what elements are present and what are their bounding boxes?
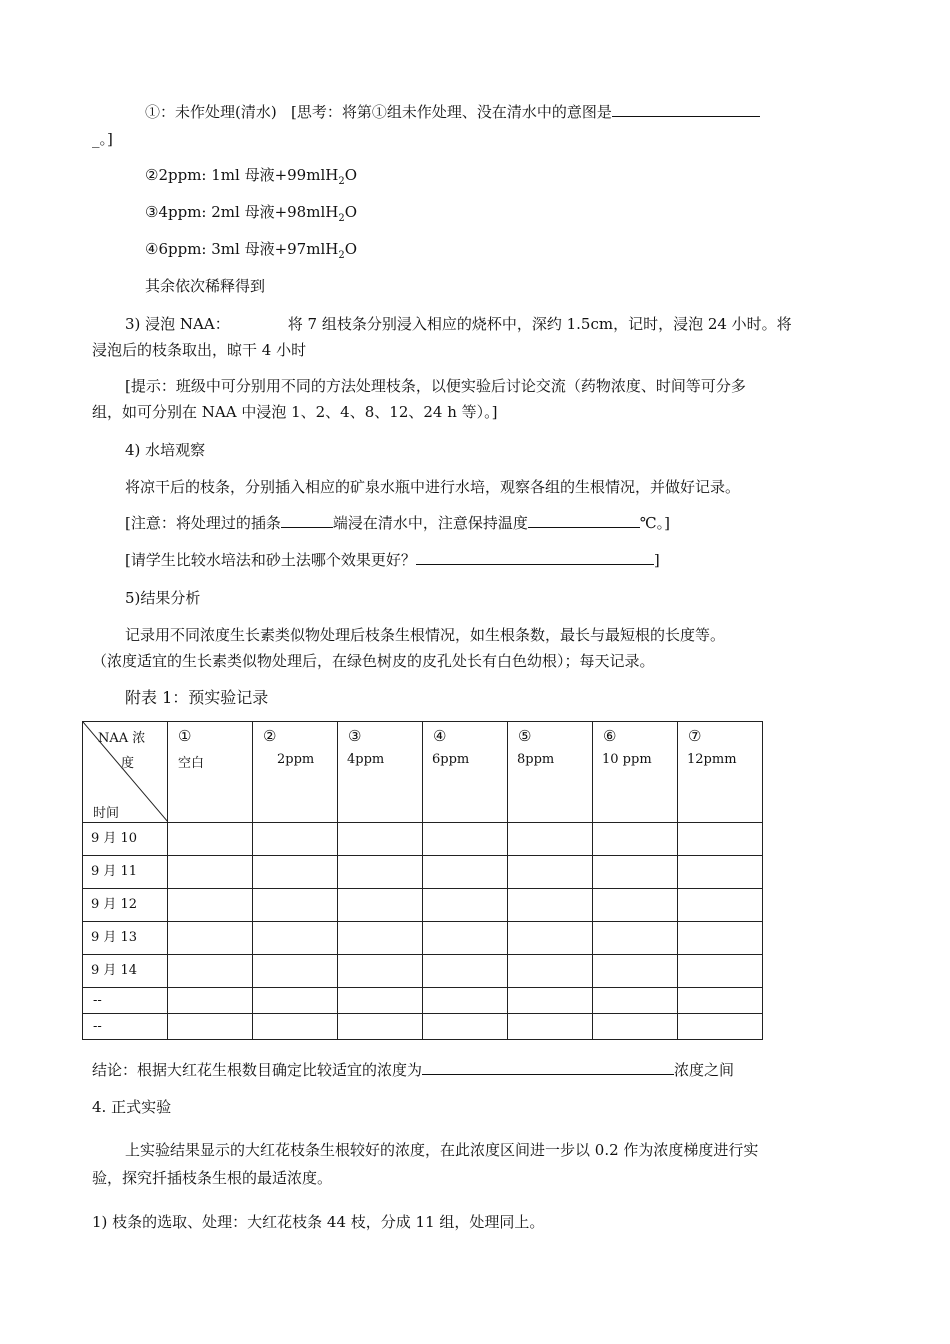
answer-blank-concentration[interactable] [422, 1060, 674, 1075]
row-date: -- [83, 1014, 168, 1040]
table-row [83, 955, 763, 988]
corner-label-concentration: NAA 浓 [98, 731, 146, 746]
hint-line-2: 组，如可分别在 NAA 中浸泡 1、2、4、8、12、24 h 等）。] [92, 403, 498, 421]
step-4-heading: 4) 水培观察 [125, 441, 206, 459]
table-row [83, 856, 763, 889]
table-caption: 附表 1：预实验记录 [125, 688, 269, 707]
row-date: 9 月 14 [83, 955, 168, 988]
corner-label-concentration-2: 度 [121, 756, 135, 771]
formal-text-1: 上实验结果显示的大红花枝条生根较好的浓度，在此浓度区间进一步以 0.2 作为浓度梯度进行实 [125, 1141, 759, 1159]
column-header: ⑤ 8ppm [508, 722, 593, 823]
formal-item-1: 1) 枝条的选取、处理：大红花枝条 44 枝，分成 11 组，处理同上。 [92, 1213, 545, 1231]
step-4-text: 将凉干后的枝条，分别插入相应的矿泉水瓶中进行水培，观察各组的生根情况，并做好记录。 [125, 478, 741, 496]
column-header: ② 2ppm [253, 722, 338, 823]
table-header-row [83, 722, 763, 823]
table-corner-cell [83, 722, 168, 823]
corner-label-time: 时间 [93, 806, 120, 821]
table-row [83, 988, 763, 1014]
column-header: ⑥ 10 ppm [593, 722, 678, 823]
column-header: ③ 4ppm [338, 722, 423, 823]
table-row [83, 922, 763, 955]
think-prompt-end: _。] [92, 130, 113, 148]
answer-blank-temperature[interactable] [528, 513, 640, 528]
column-header: ① 空白 [168, 722, 253, 823]
table-row [83, 889, 763, 922]
table-row [83, 823, 763, 856]
table-row [83, 1014, 763, 1040]
formal-text-2: 验，探究扦插枝条生根的最适浓度。 [92, 1169, 333, 1187]
item-3-line: ③4ppm: 2ml 母液+98mlH$_2$O [145, 203, 358, 224]
step-5-heading: 5)结果分析 [125, 589, 201, 607]
item-1-text: ①：未作处理(清水) [145, 103, 277, 121]
rest-dilution-text: 其余依次稀释得到 [145, 277, 266, 295]
row-date: 9 月 12 [83, 889, 168, 922]
row-date: 9 月 13 [83, 922, 168, 955]
item-2-line: ②2ppm: 1ml 母液+99mlH$_2$O [145, 166, 358, 187]
step-5-text-2: （浓度适宜的生长素类似物处理后，在绿色树皮的皮孔处长有白色幼根）；每天记录。 [92, 652, 655, 670]
step-3-line-2: 浸泡后的枝条取出，晾干 4 小时 [92, 341, 307, 359]
step-3-line-1: 3) 浸泡 NAA： 将 7 组枝条分别浸入相应的烧杯中，深约 1.5cm，记时，浸泡 24 小时。将 [125, 315, 792, 333]
item-1-line [145, 102, 760, 122]
item-4-line: ④6ppm: 3ml 母液+97mlH$_2$O [145, 240, 358, 261]
step-5-text-1: 记录用不同浓度生长素类似物处理后枝条生根情况，如生根条数，最长与最短根的长度等。 [125, 626, 726, 644]
note-line: [注意：将处理过的插条 端浸在清水中，注意保持温度 ℃。] [125, 514, 671, 532]
compare-question-line: [请学生比较水培法和砂土法哪个效果更好？ ] [125, 551, 660, 569]
column-header: ④ 6ppm [423, 722, 508, 823]
think-prompt: [思考：将第①组未作处理、没在清水中的意图是 [291, 103, 612, 121]
answer-blank-end[interactable] [281, 513, 333, 528]
row-date: -- [83, 988, 168, 1014]
hint-line-1: [提示：班级中可分别用不同的方法处理枝条，以便实验后讨论交流（药物浓度、时间等可分多 [125, 377, 746, 395]
answer-blank-purpose[interactable] [612, 102, 760, 117]
formal-experiment-heading: 4. 正式实验 [92, 1098, 172, 1116]
conclusion-line: 结论：根据大红花生根数目确定比较适宜的浓度为 浓度之间 [92, 1061, 735, 1079]
row-date: 9 月 11 [83, 856, 168, 889]
row-date: 9 月 10 [83, 823, 168, 856]
answer-blank-compare[interactable] [416, 550, 654, 565]
step-3-heading: 3) 浸泡 NAA： [125, 315, 230, 333]
pre-experiment-record-table [82, 721, 763, 1040]
column-header: ⑦ 12pmm [678, 722, 763, 823]
